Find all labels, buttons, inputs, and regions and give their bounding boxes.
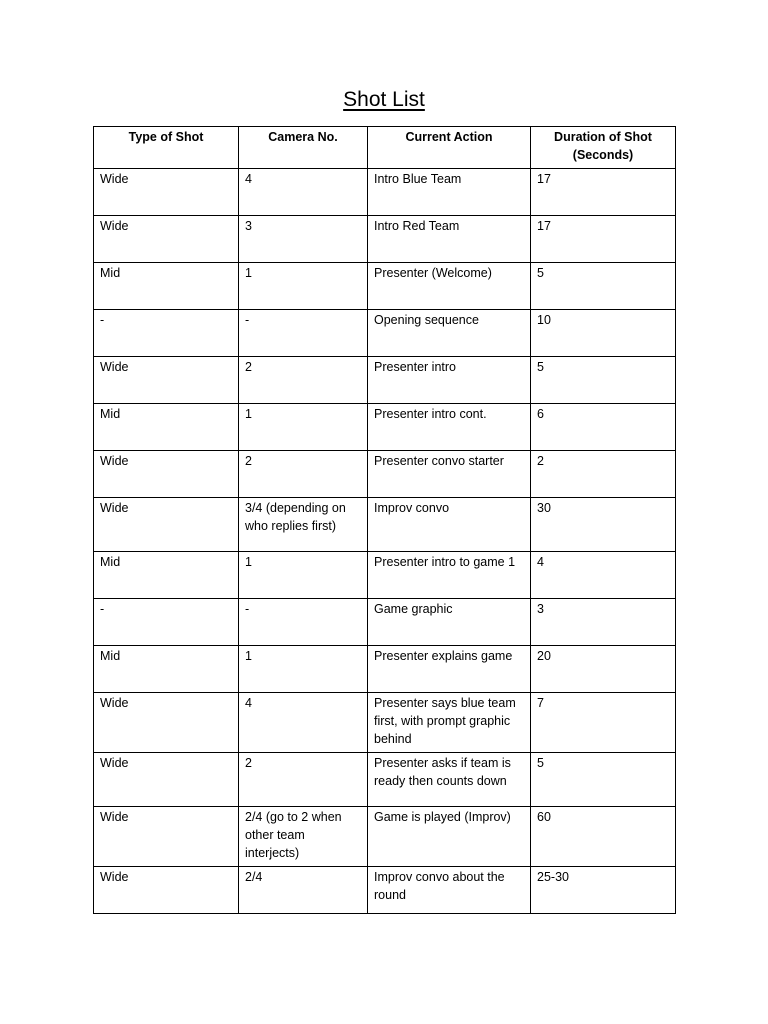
cell-type: Mid [94,404,239,451]
table-row [94,451,676,498]
cell-duration: 17 [531,169,676,216]
cell-duration: 5 [531,263,676,310]
cell-camera: 1 [239,552,368,599]
cell-duration: 30 [531,498,676,552]
cell-duration: 60 [531,807,676,867]
table-row [94,599,676,646]
cell-duration: 3 [531,599,676,646]
cell-action: Presenter intro to game 1 [368,552,531,599]
cell-type: Wide [94,169,239,216]
table-row [94,753,676,807]
cell-action: Presenter (Welcome) [368,263,531,310]
cell-action: Improv convo [368,498,531,552]
cell-camera: 3/4 (depending on who replies first) [239,498,368,552]
table-row [94,404,676,451]
cell-action: Improv convo about the round [368,867,531,914]
cell-type: - [94,599,239,646]
cell-duration: 17 [531,216,676,263]
cell-action: Opening sequence [368,310,531,357]
cell-duration: 10 [531,310,676,357]
header-type-of-shot: Type of Shot [94,127,239,169]
cell-camera: 1 [239,646,368,693]
table-row [94,867,676,914]
cell-type: Wide [94,216,239,263]
cell-type: Wide [94,807,239,867]
cell-action: Presenter explains game [368,646,531,693]
cell-action: Intro Blue Team [368,169,531,216]
page-title: Shot List [343,88,425,111]
table-header-row [94,127,676,169]
cell-action: Presenter intro [368,357,531,404]
cell-type: - [94,310,239,357]
cell-action: Intro Red Team [368,216,531,263]
header-current-action: Current Action [368,127,531,169]
table-row [94,263,676,310]
cell-duration: 20 [531,646,676,693]
cell-camera: 2 [239,451,368,498]
table-row [94,807,676,867]
cell-action: Presenter says blue team first, with prompt graphic behind [368,693,531,753]
cell-duration: 2 [531,451,676,498]
cell-camera: 2 [239,753,368,807]
cell-camera: - [239,599,368,646]
cell-camera: 1 [239,263,368,310]
cell-camera: 3 [239,216,368,263]
cell-camera: 1 [239,404,368,451]
cell-duration: 25-30 [531,867,676,914]
cell-action: Game is played (Improv) [368,807,531,867]
cell-camera: 4 [239,693,368,753]
cell-type: Mid [94,646,239,693]
cell-type: Mid [94,552,239,599]
cell-camera: 2 [239,357,368,404]
table-row [94,357,676,404]
cell-type: Wide [94,753,239,807]
cell-type: Mid [94,263,239,310]
table-row [94,216,676,263]
table-row [94,552,676,599]
table-row [94,693,676,753]
cell-type: Wide [94,498,239,552]
cell-duration: 5 [531,753,676,807]
table-row [94,498,676,552]
cell-type: Wide [94,693,239,753]
cell-camera: 4 [239,169,368,216]
cell-action: Presenter intro cont. [368,404,531,451]
header-camera-no: Camera No. [239,127,368,169]
cell-duration: 6 [531,404,676,451]
cell-duration: 5 [531,357,676,404]
shot-list-table [93,126,676,914]
table-row [94,646,676,693]
table-row [94,169,676,216]
table-row [94,310,676,357]
cell-type: Wide [94,357,239,404]
cell-action: Game graphic [368,599,531,646]
cell-type: Wide [94,867,239,914]
cell-type: Wide [94,451,239,498]
cell-camera: 2/4 [239,867,368,914]
cell-action: Presenter asks if team is ready then counts down [368,753,531,807]
cell-camera: - [239,310,368,357]
cell-duration: 4 [531,552,676,599]
cell-duration: 7 [531,693,676,753]
header-duration: Duration of Shot (Seconds) [531,127,676,169]
cell-camera: 2/4 (go to 2 when other team interjects) [239,807,368,867]
cell-action: Presenter convo starter [368,451,531,498]
